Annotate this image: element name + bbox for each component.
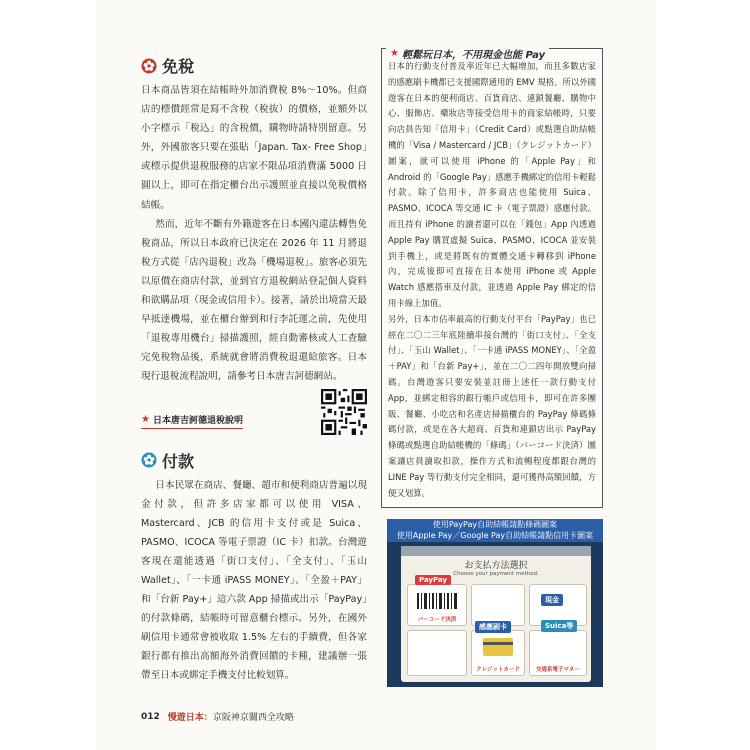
reference-row (141, 389, 367, 435)
info-box-paragraph-2: 另外，日本市佔率最高的行動支付平台「PayPay」也已經在二〇二三年底陸續串接台灣的「街口支付」、「全支付」、「玉山 Wallet」、「一卡通 iPASS MONEY」、「全盈＋PAY」和「台新 Pay+」，並在二〇二四年開放雙向掃碼。台灣遊客只要安裝並註冊上述任一款行動支付 App，並綁定相容的銀行帳戶或信用卡，即可在許多團販、餐廳、小吃店和名產店掃描櫃台的 PayPay 條碼條碼付款，或是在各大超商、百貨和連鎖店出示 PayPay 條碼或點選自助結帳機的「條碼」（バーコード決済）圖案讓店員讀取扣款，操作方式和流暢程度都跟台灣的 LINE Pay 等行動支付完全相同，還可獲得高額回饋，方便又划算。 (388, 313, 596, 498)
footer-title-group (168, 710, 294, 723)
photo-caption-line-1: 使用PayPay自助結帳請點條碼圖案 (432, 520, 558, 529)
page-number: 012 (141, 711, 160, 722)
tax-paragraph-2: 然而，近年不斷有外籍遊客在日本國內違法轉售免稅商品，所以日本政府已決定在 2026 年 11 月將退稅方式從「店內退稅」改為「機場退稅」。旅客必須先以原價在商店付款，並到官方退稅網站登記個人資料和欲購品項（現金或信用卡）。接著，請於出境當天最早抵達機場，並在櫃台辦到和行李託運之前，先使用「退稅專用機台」掃描護照，經自動審核或人工查驗完免稅物品後，系統就會將消費稅退還給旅客。日本現行退稅流程說明，請參考日本唐吉訶德網站。 (141, 218, 367, 383)
credit-tile-label: クレジットカード (476, 667, 520, 673)
ic-card-tile[interactable] (529, 630, 587, 676)
photo-caption-line-2: 使用Apple Pay／Google Pay自助結帳請點信用卡圖案 (396, 530, 594, 540)
tax-section-title: 免稅 (162, 57, 195, 76)
info-box (381, 48, 603, 508)
kiosk-screen (401, 546, 591, 682)
star-icon: ★ (390, 48, 399, 59)
kiosk-status-bar (401, 546, 591, 556)
ic-tile[interactable] (471, 584, 525, 626)
payment-kiosk-photo (387, 519, 603, 687)
card-tag: 感應刷卡 (475, 621, 511, 633)
ic-tile-label: 交通系電子マネー (535, 667, 580, 673)
barcode-icon (417, 593, 457, 609)
info-box-wrapper (381, 48, 603, 508)
qr-code[interactable] (321, 389, 367, 435)
info-box-paragraph-1: 日本的行動支付普及率近年已大幅增加，而且多數店家的感應刷卡機都已支援國際通用的 EMV 規格。所以外國遊客在日本的便利商店、百貨商店、連鎖餐廳、購物中心、服飾店、藥妝店等接受信用卡的商家結帳時，只要向店員告知「信用卡」（Credit Card）或點選自助結帳機的「Visa / Mastercard / JCB」（クレジットカード）圖案，就可以使用 iPhone 的「Apple Pay」和 Android 的「Google Pay」感應手機綁定的信用卡輕鬆付款。除了信用卡，許多商店也能使用 Suica、PASMO、ICOCA 等交通 IC 卡（電子票證）感應付款。而且持有 iPhone 的讀者還可以在「錢包」App 內透過 Apple Pay 購買虛擬 Suica、PASMO、ICOCA 並安裝到手機上，或是將既有的實體交通卡轉移到 iPhone 內，完成後即可直接在日本使用 iPhone 或 Apple Watch 感應搭車及付款，並透過 Apple Pay 綁定的信用卡線上加值。 (388, 61, 596, 308)
flower-icon (141, 452, 157, 468)
book-subtitle: 京阪神京關西全攻略 (212, 713, 294, 723)
blank-tile[interactable] (407, 630, 467, 676)
cash-tag: 現金 (541, 594, 563, 606)
tax-section-header (141, 54, 367, 77)
credit-card-icon (483, 638, 513, 656)
star-icon: ★ (141, 413, 150, 425)
photo-caption (387, 519, 603, 542)
reference-link[interactable] (141, 413, 243, 429)
paypay-tag: PayPay (415, 575, 451, 585)
barcode-tile[interactable] (407, 584, 467, 626)
suica-tag: Suica等 (541, 620, 577, 632)
page-footer (141, 710, 294, 723)
pay-section-title: 付款 (162, 451, 195, 471)
book-title: 慢遊日本： (167, 713, 213, 723)
reference-label: 日本唐吉訶德退稅說明 (152, 415, 243, 426)
barcode-tile-label: バーコード決済 (417, 617, 457, 623)
credit-card-tile[interactable] (471, 630, 525, 676)
left-column (141, 54, 367, 686)
info-box-title: 輕鬆玩日本，不用現金也能 Pay (401, 50, 546, 61)
right-column (381, 44, 603, 508)
flower-icon (141, 58, 157, 74)
info-box-header (386, 46, 549, 61)
kiosk-screen-subtitle: Choose your payment method. (453, 571, 539, 577)
tax-paragraph-1: 日本商品皆須在結帳時外加消費稅 8%～10%。但商店的標價經常是寫不含稅（稅抜）的價格，並額外以小字標示「稅込」的含稅價，購物時請特別留意。另外，外國旅客只要在張貼「Japan. Tax- Free Shop」或標示提供退稅服務的店家不限品項消費滿 5000 日圓以上，即可在指定櫃台出示護照並直接以免稅價格結帳。 (141, 85, 367, 211)
pay-paragraph-1: 日本民眾在商店、餐廳、超市和便利商店普遍以現金付款，但許多店家都可以使用 VISA、Mastercard、JCB 的信用卡支付或是 Suica、PASMO、ICOCA 等電子票證（IC 卡）扣款。台灣遊客現在還能透過「街口支付」、「全支付」、「玉山 Wallet」、「一卡通 iPASS MONEY」、「全盈＋PAY」和「台新 Pay+」這六款 App 掃描或出示「PayPay」的付款條碼，結帳時可留意櫃台標示。另外，在國外刷信用卡通常會被收取 1.5% 左右的手續費，但各家銀行都有推出高額海外消費回饋的卡種，建議辦一張帶至日本或綁定手機支付比較划算。 (141, 479, 367, 682)
kiosk-screen-title: お支払方法選択 (464, 561, 528, 571)
pay-section-header (141, 449, 367, 472)
